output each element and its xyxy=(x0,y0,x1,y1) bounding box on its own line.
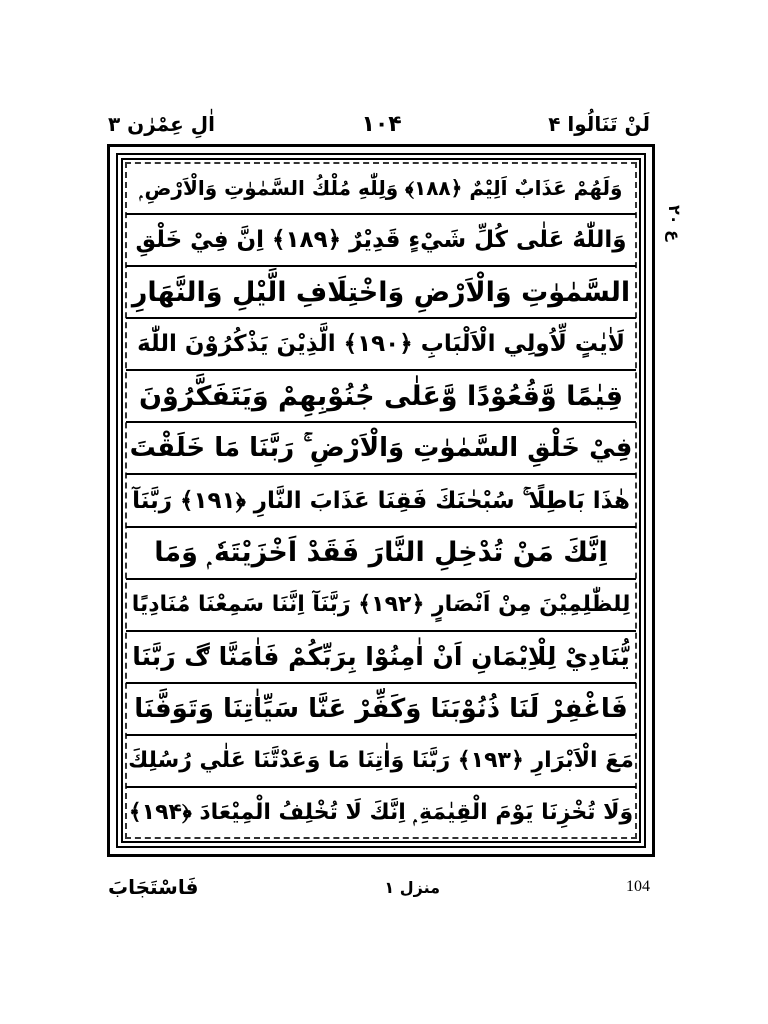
verse-line: يُّنَادِيْ لِلْاِيْمَانِ اَنْ اٰمِنُوْا بِرَبِّكُمْ فَاٰمَنَّا ڰ رَبَّنَا xyxy=(126,632,636,684)
manzil-label: منزل ۱ xyxy=(384,877,441,897)
juz-title: لَنْ تَنَالُوا ۴ xyxy=(548,112,650,136)
verse-line: هٰذَا بَاطِلًا ۚ سُبْحٰنَكَ فَقِنَا عَذَابَ النَّارِ ﴿۱۹۱﴾ رَبَّنَآ xyxy=(126,475,636,527)
verse-line: وَلَهُمْ عَذَابٌ اَلِيْمٌ ﴿۱۸۸﴾ وَلِلّٰهِ مُلْكُ السَّمٰوٰتِ وَالْاَرْضِ ۭ xyxy=(126,163,636,215)
catchword: فَاسْتَجَابَ xyxy=(108,875,199,899)
verse-line: فِيْ خَلْقِ السَّمٰوٰتِ وَالْاَرْضِ ۚ رَبَّنَا مَا خَلَقْتَ xyxy=(126,423,636,475)
page-header xyxy=(108,108,650,140)
footer-page-number: 104 xyxy=(625,878,650,895)
verse-line: لِلظّٰلِمِيْنَ مِنْ اَنْصَارٍ ﴿۱۹۲﴾ رَبَّنَآ اِنَّنَا سَمِعْنَا مُنَادِيًا xyxy=(126,580,636,632)
page-number: ۱۰۴ xyxy=(361,111,402,137)
verse-line: السَّمٰوٰتِ وَالْاَرْضِ وَاخْتِلَافِ الَّيْلِ وَالنَّهَارِ xyxy=(126,267,636,319)
verse-line: قِيٰمًا وَّقُعُوْدًا وَّعَلٰى جُنُوْبِهِمْ وَيَتَفَكَّرُوْنَ xyxy=(126,371,636,423)
verse-line: فَاغْفِرْ لَنَا ذُنُوْبَنَا وَكَفِّرْ عَنَّا سَيِّاٰتِنَا وَتَوَفَّنَا xyxy=(126,684,636,736)
surah-title: اٰلِ عِمْرٰن ۳ xyxy=(108,112,215,136)
verse-line: اِنَّكَ مَنْ تُدْخِلِ النَّارَ فَقَدْ اَخْزَيْتَهٗ ۭ وَمَا xyxy=(126,528,636,580)
verse-lines xyxy=(126,163,636,838)
ornamental-border xyxy=(107,144,655,857)
verse-line: وَاللّٰهُ عَلٰى كُلِّ شَيْءٍ قَدِيْرٌ ﴿۱۸۹﴾ اِنَّ فِيْ خَلْقِ xyxy=(126,215,636,267)
verse-line: وَلَا تُخْزِنَا يَوْمَ الْقِيٰمَةِ ۭ اِنَّكَ لَا تُخْلِفُ الْمِيْعَادَ ﴿۱۹۴﴾ xyxy=(128,800,634,826)
verse-line: مَعَ الْاَبْرَارِ ﴿۱۹۳﴾ رَبَّنَا وَاٰتِنَا مَا وَعَدْتَّنَا عَلٰي رُسُلِكَ xyxy=(126,736,636,788)
page-footer xyxy=(108,872,650,902)
verse-line: لَاٰيٰتٍ لِّاُولِي الْاَلْبَابِ ﴿۱۹۰﴾ الَّذِيْنَ يَذْكُرُوْنَ اللّٰهَ xyxy=(126,319,636,371)
ruku-marker: ع ۲۰ xyxy=(665,205,684,242)
